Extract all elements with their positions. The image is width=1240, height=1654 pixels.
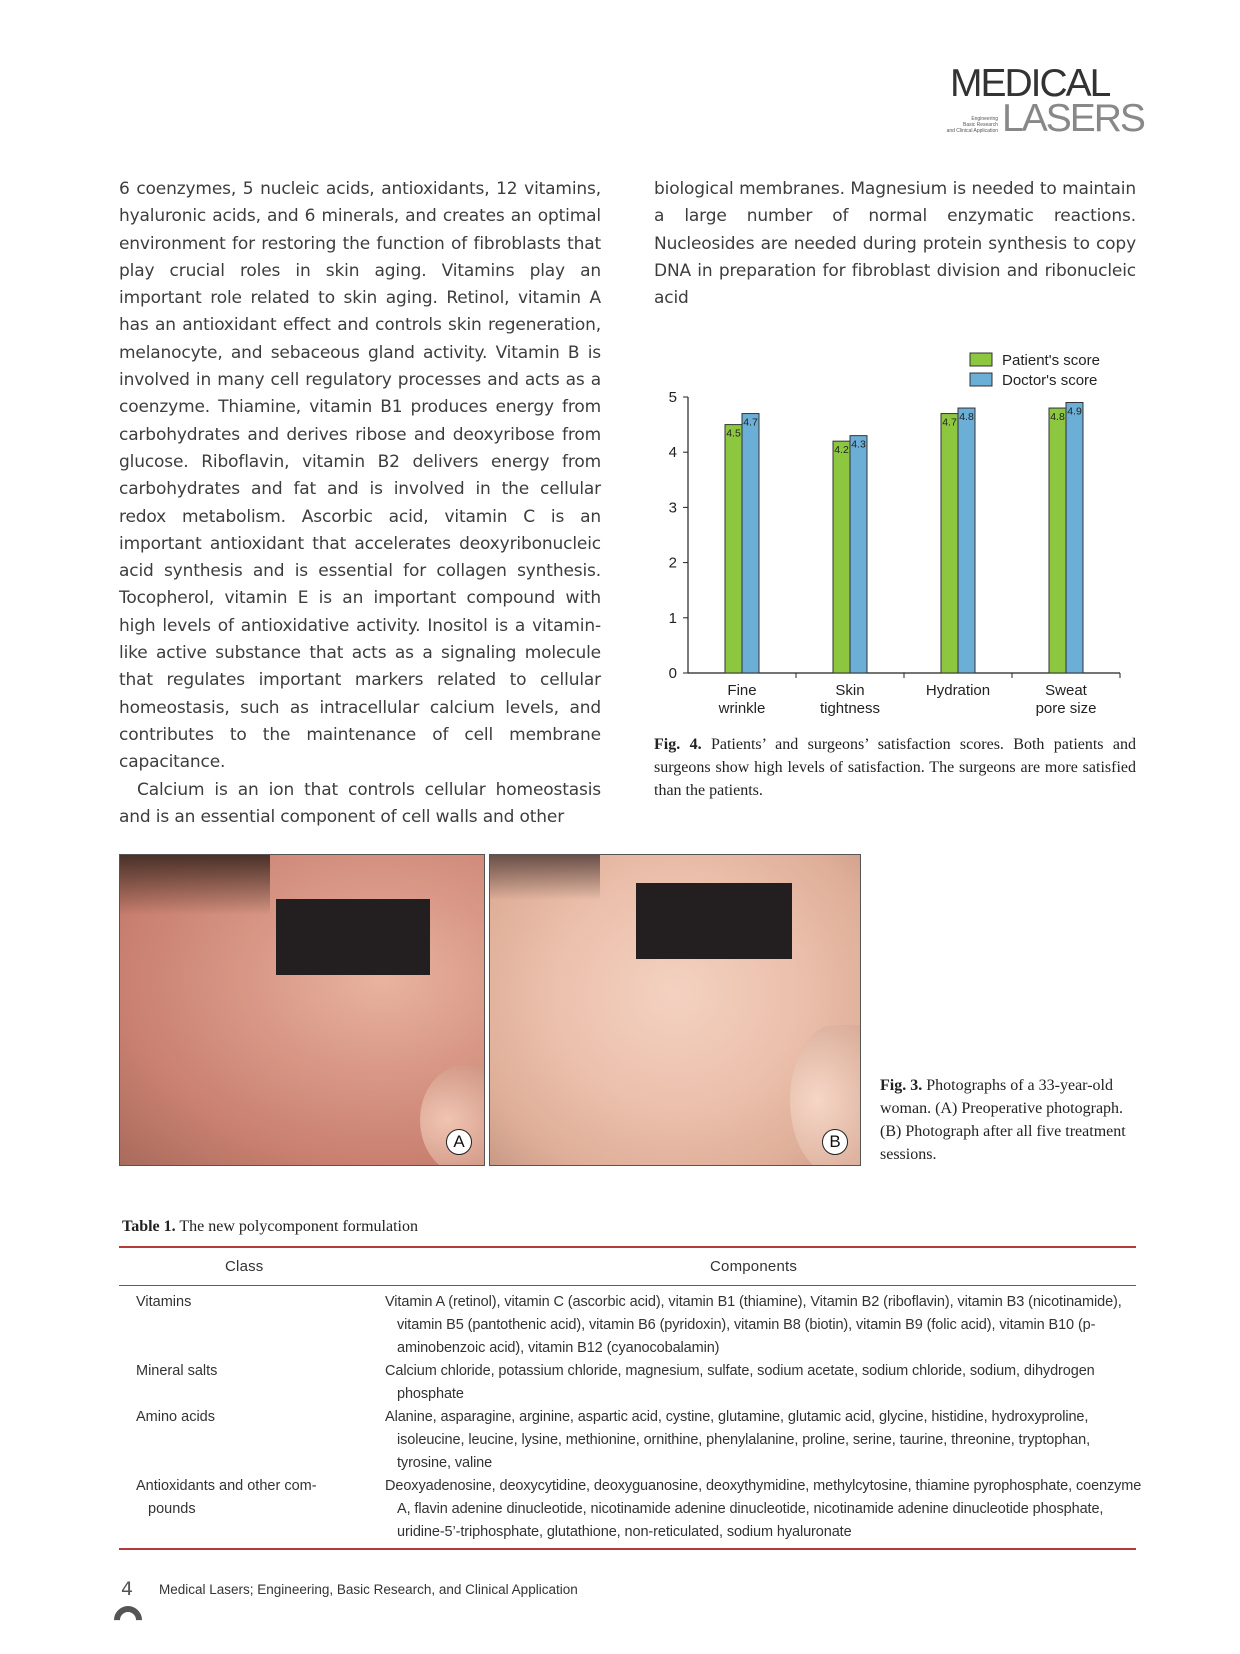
y-tick-label: 0 [668,665,677,682]
bar [850,436,867,673]
bar [833,441,850,673]
journal-logo-medical: MEDICAL [950,62,1110,105]
table-header-class: Class [225,1258,264,1275]
bar-value-label: 4.8 [1050,411,1065,424]
journal-logo-subtitle [930,116,998,134]
fig3-label: Fig. 3. [880,1077,923,1094]
eye-privacy-bar [276,899,430,975]
table-row-components: Vitamin A (retinol), vitamin C (ascorbic acid), vitamin B1 (thiamine), Vitamin B2 (riboflavin), vitamin B3 (nicotinamide), vitamin B5 (pantothenic acid), vitamin B6 (pyridoxin), vitamin B8 (biotin), vitamin B9 (folic acid), vitamin B10 (p-aminobenzoic acid), vitamin B12 (cyanocobalamin) [385,1294,1122,1356]
eye-privacy-bar [636,883,792,959]
x-category-label: tightness [819,700,881,717]
journal-logo-lasers: LASERS [1002,97,1144,140]
table-row-class: Vitamins [136,1294,192,1310]
bar-value-label: 4.7 [743,416,758,429]
table-row-components: Calcium chloride, potassium chloride, magnesium, sulfate, sodium acetate, sodium chloride, sodium, dihydrogen phosphate [385,1363,1095,1402]
logo-sub-line: Basic Research [962,122,998,128]
bar [742,414,759,673]
table-bottom-rule [119,1548,1136,1550]
table-row-class: Amino acids [136,1409,215,1425]
y-tick-label: 4 [668,444,677,462]
y-tick-label: 2 [668,554,677,572]
footer-journal-name: Medical Lasers; Engineering, Basic Research, and Clinical Application [159,1582,578,1597]
y-tick-label: 5 [668,389,677,406]
satisfaction-bar-chart [650,345,1140,725]
x-category-label: Sweat [1045,682,1087,699]
body-text-left-column [119,176,601,831]
page-number: 4 [121,1578,134,1600]
photo-a-label: A [446,1129,472,1155]
legend-swatch [970,373,992,386]
paragraph: 6 coenzymes, 5 nucleic acids, antioxidants, 12 vitamins, hyaluronic acids, and 6 minerals, and creates an optimal environment for restoring the function of fibroblasts that play crucial roles in skin aging. Vitamins play an important role related to skin aging. Retinol, vitamin A has an antioxidant effect and controls skin regeneration, melanocyte, and sebaceous gland activity. Vitamin B is involved in many cell regulatory processes and acts as a coenzyme. Thiamine, vitamin B1 produces energy from carbohydrates and derives ribose and deoxyribose from glucose. Riboflavin, vitamin B2 delivers energy from carbohydrates and fat and is involved in the cellular redox metabolism. Ascorbic acid, vitamin C is an important antioxidant that accelerates deoxyribonucleic acid synthesis and is essential for collagen synthesis. Tocopherol, vitamin E is an important compound with high levels of antioxidative activity. Inositol is a vitamin-like active substance that acts as a signaling molecule that regulates important markers related to cellular homeostasis, such as intracellular calcium levels, and contributes to the maintenance of cell membrane capacitance. [119,179,601,773]
fig3-caption [880,1074,1138,1166]
table-row-class: Mineral salts [136,1363,218,1379]
legend-label: Doctor's score [1002,372,1098,389]
legend-label: Patient's score [1002,352,1100,369]
hair-shadow [120,855,270,915]
x-category-label: Hydration [925,682,991,699]
table-header-components: Components [710,1258,798,1275]
fig4-caption [654,733,1136,802]
x-category-label: wrinkle [718,700,766,717]
fig3-caption-text: Photographs of a 33-year-old woman. (A) Preoperative photograph. (B) Photograph after all five treatment sessions. [880,1077,1126,1163]
bar [1066,403,1083,673]
table-top-rule [119,1246,1136,1248]
bar-value-label: 4.5 [726,427,741,440]
table-label: Table 1. [122,1218,176,1235]
photo-b-label: B [822,1129,848,1155]
page-corner-arc-icon [108,1600,148,1640]
y-tick-label: 1 [668,609,677,627]
preoperative-photo [119,854,485,1166]
table-header-rule [119,1285,1136,1286]
table-title [122,1218,418,1236]
hair-shadow [490,855,600,900]
fig4-caption-text: Patients’ and surgeons’ satisfaction scores. Both patients and surgeons show high levels of satisfaction. The surgeons are more satisfied than the patients. [654,736,1137,799]
bar-value-label: 4.2 [834,444,849,457]
body-text-right-column [654,176,1136,312]
bar-value-label: 4.3 [851,438,866,451]
bar [1049,408,1066,673]
bar-value-label: 4.9 [1067,405,1082,418]
x-category-label: pore size [1035,700,1097,717]
logo-sub-line: and Clinical Application [946,128,998,134]
legend-swatch [970,353,992,366]
bar-value-label: 4.8 [959,411,974,424]
x-category-label: Skin [835,682,865,699]
table-title-text: The new polycomponent formulation [175,1218,418,1235]
bar [725,425,742,673]
bar-value-label: 4.7 [942,416,957,429]
fig4-label: Fig. 4. [654,736,702,753]
table-row-class [136,1475,356,1521]
table-row-components: Deoxyadenosine, deoxycytidine, deoxyguanosine, deoxythymidine, methylcytosine, thiamine pyrophosphate, coenzyme A, flavin adenine dinucleotide, nicotinamide adenine dinucleotide, nicotinamide adenine dinucleotide phosphate, uridine-5’-triphosphate, glutathione, non-reticulated, sodium hyaluronate [385,1478,1142,1540]
posttreatment-photo [489,854,861,1166]
x-category-label: Fine [727,682,757,699]
y-tick-label: 3 [668,499,677,517]
paragraph: biological membranes. Magnesium is needed to maintain a large number of normal enzymatic reactions. Nucleosides are needed during protein synthesis to copy DNA in preparation for fibroblast division and ribonucleic acid [654,179,1136,309]
table-row-components: Alanine, asparagine, arginine, aspartic acid, cystine, glutamine, glutamic acid, glycine, histidine, hydroxyproline, isoleucine, leucine, lysine, methionine, ornithine, phenylalanine, proline, serine, taurine, threonine, tryptophan, tyrosine, valine [385,1409,1090,1471]
table-row-class-line: Antioxidants and other com- [136,1478,317,1494]
logo-sub-line: Engineering [971,116,998,122]
paragraph: Calcium is an ion that controls cellular homeostasis and is an essential component of cell walls and other [119,779,601,827]
bar [941,414,958,673]
table-row-class-line: pounds [148,1501,196,1517]
bar [958,408,975,673]
